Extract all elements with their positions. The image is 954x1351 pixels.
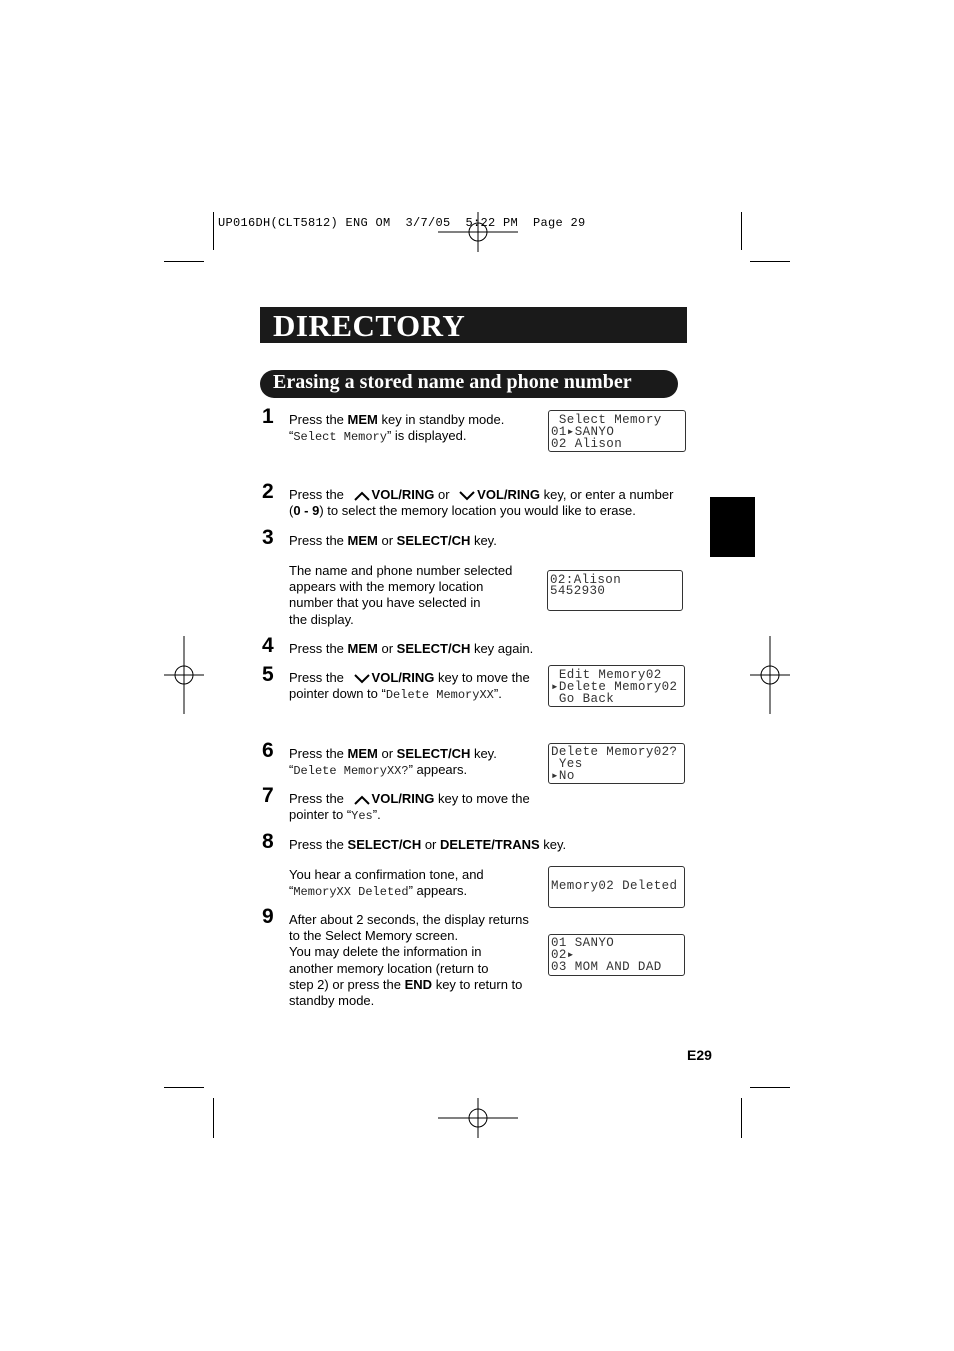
- lcd-line: Select Memory: [551, 413, 662, 427]
- text-run: pointer to “: [289, 807, 352, 823]
- step-number: 5: [262, 663, 274, 686]
- registration-mark-icon: [438, 1098, 518, 1138]
- registration-mark-icon: [750, 636, 790, 714]
- key-name: SELECT/CH: [396, 533, 471, 548]
- text-run: Press the: [289, 412, 348, 427]
- step-text: [289, 912, 529, 1009]
- text-run: key.: [539, 837, 567, 852]
- text-run: ” appears.: [408, 883, 468, 899]
- display-text: Delete MemoryXX: [385, 688, 494, 703]
- key-name: SELECT/CH: [396, 641, 471, 656]
- text-run: Press the: [289, 837, 348, 852]
- text-run: key again.: [470, 641, 534, 656]
- text-run: Press the: [289, 670, 348, 685]
- text-run: Press the: [289, 746, 348, 761]
- step-number: 1: [262, 405, 274, 428]
- step-number: 2: [262, 480, 274, 503]
- step-number: 7: [262, 784, 274, 807]
- crop-mark: [741, 1098, 742, 1138]
- text-run: pointer down to “: [289, 686, 386, 702]
- text-run: key.: [470, 533, 497, 548]
- step-number: 9: [262, 905, 274, 928]
- text-run: (: [289, 503, 294, 519]
- text-run: ” appears.: [408, 762, 468, 778]
- text-run: key to return to: [432, 976, 523, 992]
- key-name: VOL/RING: [477, 487, 541, 502]
- lcd-display: [548, 410, 686, 452]
- text-line: appears with the memory location: [289, 579, 484, 595]
- step-number: 4: [262, 634, 274, 657]
- lcd-line: 03 MOM AND DAD: [551, 960, 662, 974]
- step-text: [289, 412, 504, 445]
- key-name: DELETE/TRANS: [440, 837, 540, 852]
- text-run: ) to select the memory location you would like to erase.: [319, 503, 636, 519]
- lcd-display: [548, 743, 685, 784]
- page-number: E29: [687, 1047, 712, 1063]
- text-line: to the Select Memory screen.: [289, 928, 459, 944]
- text-line: After about 2 seconds, the display returns: [289, 912, 529, 927]
- text-run: key, or enter a number: [540, 487, 674, 502]
- text-run: “: [289, 762, 294, 778]
- lcd-line: Go Back: [551, 692, 615, 706]
- text-run: Press the: [289, 487, 348, 502]
- text-run: or: [421, 837, 440, 852]
- text-run: or: [377, 533, 397, 548]
- text-run: ”.: [372, 807, 381, 823]
- text-run: or: [377, 641, 397, 656]
- key-name: SELECT/CH: [347, 837, 422, 852]
- key-name: END: [404, 976, 433, 992]
- text-run: “: [289, 883, 294, 899]
- key-name: VOL/RING: [371, 487, 435, 502]
- crop-mark: [750, 1087, 790, 1088]
- text-run: key to move the: [434, 670, 530, 685]
- page-title: DIRECTORY: [273, 308, 466, 343]
- display-text: Select Memory: [293, 430, 387, 445]
- step-text: [289, 533, 497, 549]
- text-run: ” is displayed.: [386, 428, 467, 444]
- text-run: key.: [470, 746, 497, 761]
- lcd-line: 02▸: [551, 948, 575, 962]
- lcd-line: Yes: [551, 757, 583, 771]
- lcd-line: 02:Alison: [550, 573, 622, 587]
- crop-mark: [213, 1098, 214, 1138]
- text-line: You may delete the information in: [289, 944, 482, 960]
- lcd-display: [548, 665, 685, 707]
- key-name: MEM: [347, 412, 378, 427]
- registration-mark-icon: [438, 212, 518, 252]
- text-run: Press the: [289, 641, 348, 656]
- key-name: VOL/RING: [371, 791, 435, 806]
- crop-mark: [741, 212, 742, 250]
- caret-down-icon: [354, 674, 370, 684]
- key-name: 0 - 9: [293, 503, 320, 519]
- key-name: MEM: [347, 746, 378, 761]
- text-line: another memory location (return to: [289, 960, 489, 976]
- section-heading: Erasing a stored name and phone number: [273, 371, 632, 393]
- text-run: Press the: [289, 533, 348, 548]
- step-description: [289, 563, 512, 628]
- text-run: “: [289, 428, 294, 444]
- text-line: You hear a confirmation tone, and: [289, 867, 484, 882]
- crop-mark: [164, 261, 204, 262]
- display-text: Delete MemoryXX?: [293, 764, 409, 779]
- lcd-line: 01▸SANYO: [551, 425, 615, 439]
- text-line: number that you have selected in: [289, 595, 481, 611]
- section-tab: [710, 497, 755, 557]
- lcd-line: 5452930: [550, 584, 606, 598]
- print-slug: UP016DH(CLT5812) ENG OM 3/7/05 5:22 PM Page 29: [218, 216, 586, 230]
- lcd-line: Edit Memory02: [551, 668, 662, 682]
- step-text: [289, 746, 497, 779]
- display-text: MemoryXX Deleted: [293, 885, 409, 900]
- lcd-line: 02 Alison: [551, 437, 623, 451]
- step-text: [289, 670, 530, 703]
- text-run: Press the: [289, 791, 348, 806]
- caret-up-icon: [354, 491, 370, 501]
- step-text: [289, 487, 673, 519]
- caret-up-icon: [354, 795, 370, 805]
- key-name: MEM: [347, 641, 378, 656]
- lcd-line: Delete Memory02?: [551, 745, 678, 759]
- crop-mark: [213, 212, 214, 250]
- lcd-display: [548, 934, 685, 976]
- key-name: MEM: [347, 533, 378, 548]
- text-run: step 2) or press the: [289, 976, 405, 992]
- lcd-display: [547, 570, 683, 611]
- key-name: SELECT/CH: [396, 746, 471, 761]
- lcd-line: Memory02 Deleted: [551, 879, 678, 893]
- step-number: 8: [262, 830, 274, 853]
- step-description: [289, 867, 484, 900]
- text-line: The name and phone number selected: [289, 563, 513, 578]
- step-text: [289, 837, 566, 853]
- text-run: or: [377, 746, 397, 761]
- text-run: key in standby mode.: [377, 412, 505, 427]
- lcd-line: ▸Delete Memory02: [551, 680, 678, 694]
- crop-mark: [750, 261, 790, 262]
- lcd-line: 01 SANYO: [551, 936, 615, 950]
- step-text: [289, 791, 530, 824]
- text-line: standby mode.: [289, 993, 375, 1009]
- step-number: 3: [262, 526, 274, 549]
- step-text: [289, 641, 533, 657]
- caret-down-icon: [459, 491, 475, 501]
- crop-mark: [164, 1087, 204, 1088]
- text-run: or: [434, 487, 454, 502]
- key-name: VOL/RING: [371, 670, 435, 685]
- lcd-line: ▸No: [551, 769, 575, 783]
- text-run: ”.: [493, 686, 502, 702]
- text-run: key to move the: [434, 791, 530, 806]
- step-number: 6: [262, 739, 274, 762]
- display-text: Yes: [351, 809, 373, 824]
- lcd-display: [548, 866, 685, 908]
- text-line: the display.: [289, 611, 354, 627]
- registration-mark-icon: [164, 636, 204, 714]
